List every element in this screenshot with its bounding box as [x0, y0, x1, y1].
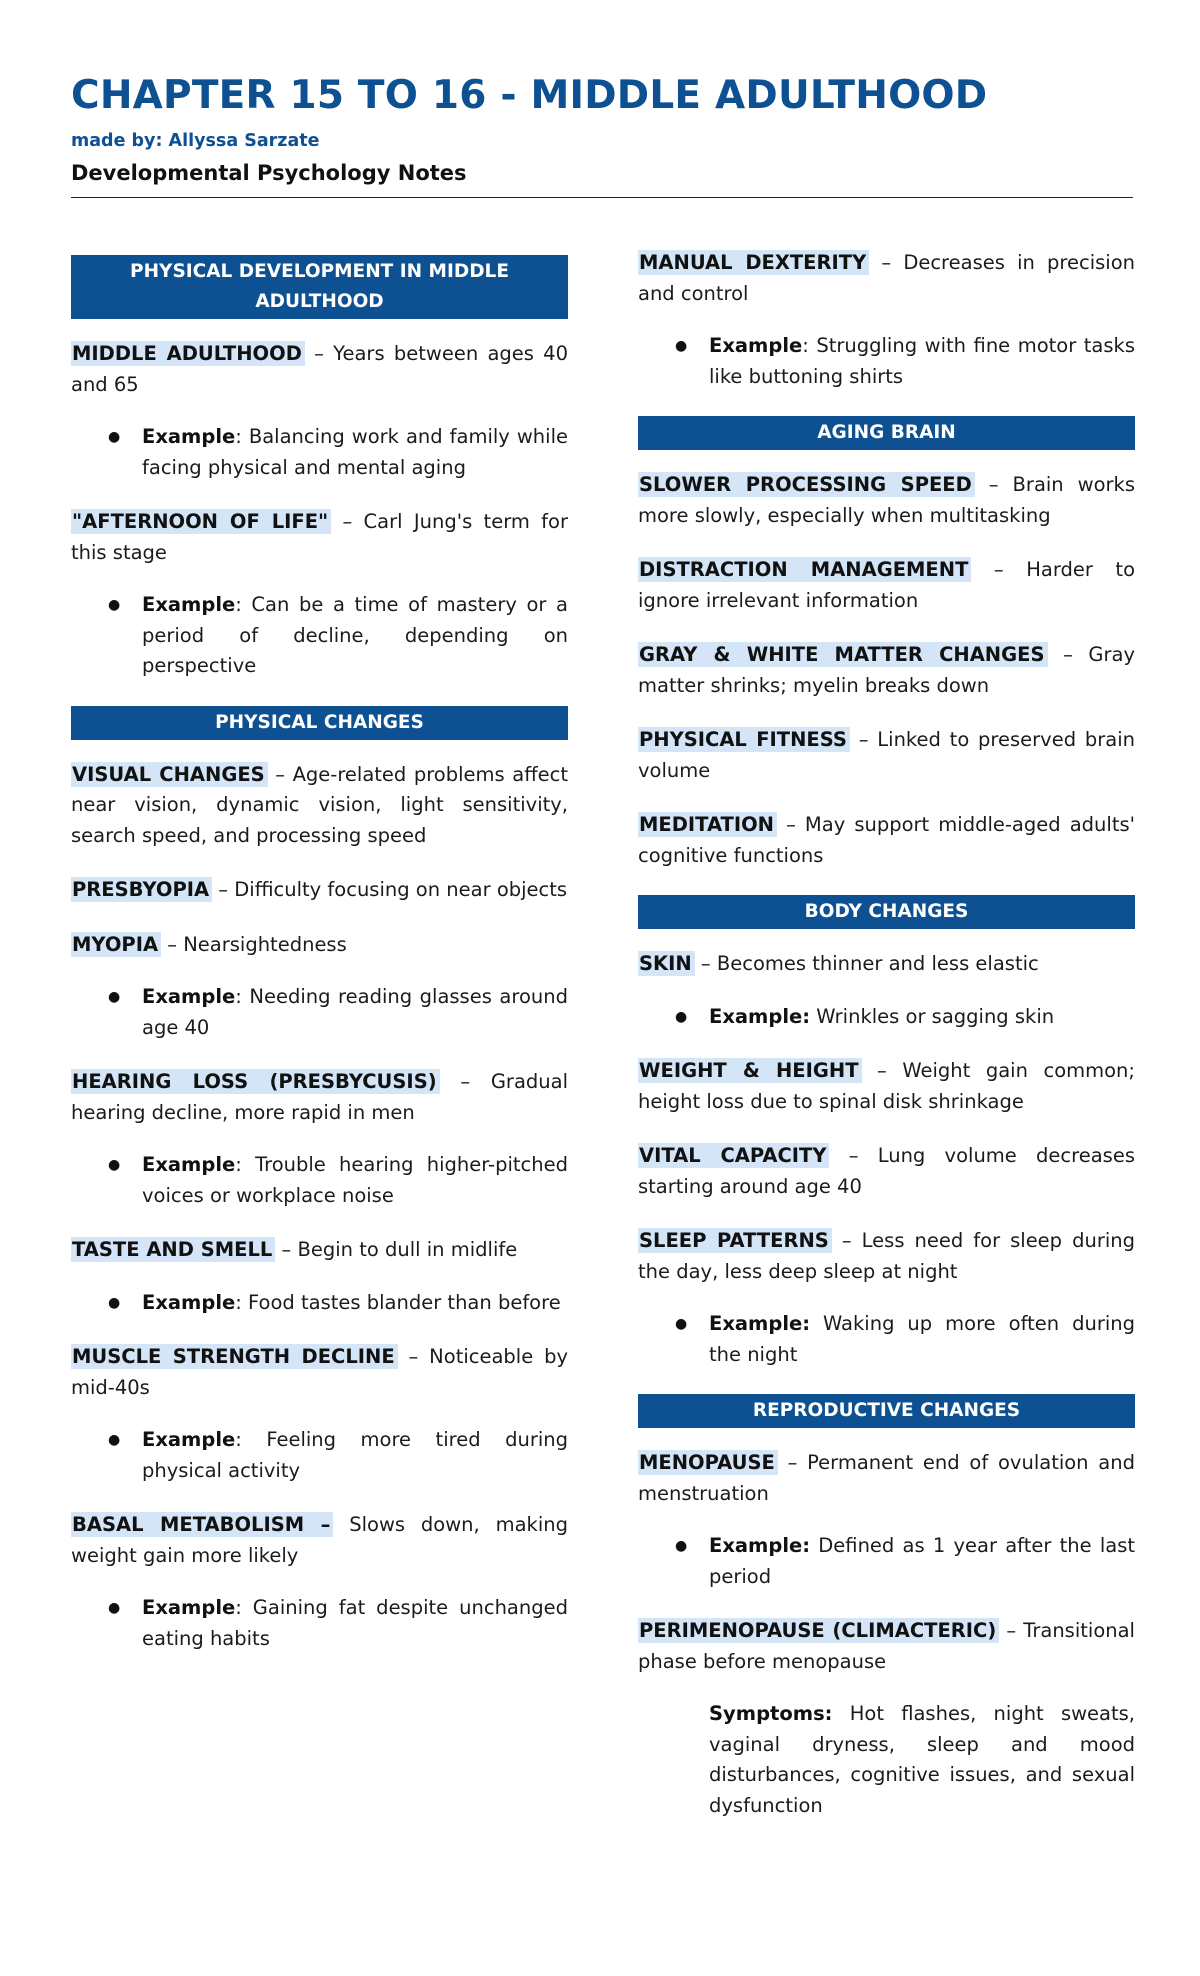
term-entry [71, 760, 568, 852]
term-definition: – Gray matter shrinks; myelin breaks down [638, 643, 1136, 697]
term-definition: – May support middle-aged adults' cognitive functions [638, 813, 1135, 867]
term-definition: – Difficulty focusing on near objects [212, 878, 568, 901]
term-label: WEIGHT & HEIGHT [638, 1058, 862, 1083]
term-entry [71, 1067, 568, 1128]
term-definition: – Nearsightedness [161, 932, 347, 956]
term-definition: Slows down, making weight gain more likely [71, 1513, 568, 1567]
term-definition: – Noticeable by mid-40s [71, 1345, 568, 1399]
section-header: PHYSICAL DEVELOPMENT IN MIDDLE ADULTHOOD [71, 255, 568, 319]
header-divider [71, 197, 1133, 198]
page-subtitle: Developmental Psychology Notes [71, 161, 467, 185]
term-label: SLEEP PATTERNS [638, 1228, 832, 1253]
example-label: Example [142, 1596, 236, 1619]
section-header: PHYSICAL CHANGES [71, 706, 568, 740]
term-definition: – Becomes thinner and less elastic [694, 952, 1039, 975]
symptoms-note [709, 1699, 1135, 1821]
example-bullet [142, 1425, 568, 1486]
term-label: VISUAL CHANGES [71, 762, 268, 787]
example-bullet [142, 1288, 568, 1319]
term-definition: – Brain works more slowly, especially when multitasking [638, 473, 1135, 527]
example-text: Waking up more often during the night [709, 1312, 1135, 1366]
example-bullet [142, 422, 568, 483]
term-entry [71, 1235, 568, 1266]
term-definition: – Harder to ignore irrelevant information [638, 558, 1135, 612]
term-entry [638, 1616, 1135, 1677]
example-text: : Trouble hearing higher-pitched voices or workplace noise [142, 1153, 568, 1207]
term-entry [638, 555, 1135, 616]
page-title: CHAPTER 15 TO 16 - MIDDLE ADULTHOOD [71, 73, 988, 118]
term-definition: – Years between ages 40 and 65 [71, 342, 568, 396]
example-label: Example: [709, 1312, 811, 1335]
example-text: : Needing reading glasses around age 40 [142, 985, 568, 1039]
term-label: MENOPAUSE [638, 1450, 778, 1475]
example-text: Wrinkles or sagging skin [810, 1004, 1055, 1028]
term-label: PHYSICAL FITNESS [638, 727, 850, 752]
example-label: Example [142, 985, 236, 1008]
term-definition: – Weight gain common; height loss due to spinal disk shrinkage [638, 1059, 1135, 1113]
example-bullet [709, 1309, 1135, 1370]
term-label: HEARING LOSS (PRESBYCUSIS) [71, 1069, 440, 1094]
term-entry [71, 1510, 568, 1571]
term-label: TASTE AND SMELL [71, 1237, 275, 1262]
term-label: SLOWER PROCESSING SPEED [638, 472, 975, 497]
term-label: "AFTERNOON OF LIFE" [71, 509, 331, 534]
left-column [71, 255, 568, 1678]
term-entry [71, 339, 568, 400]
example-bullet [142, 1593, 568, 1654]
term-label: MIDDLE ADULTHOOD [71, 341, 305, 366]
term-label: VITAL CAPACITY [638, 1143, 829, 1168]
example-label: Example [709, 334, 803, 357]
example-text: : Gaining fat despite unchanged eating habits [142, 1596, 568, 1650]
example-bullet [142, 590, 568, 682]
example-label: Example [142, 1290, 236, 1314]
example-text: : Can be a time of mastery or a period of decline, depending on perspective [142, 593, 568, 677]
example-text: : Food tastes blander than before [235, 1290, 561, 1314]
example-label: Example [142, 593, 236, 616]
term-entry [638, 1056, 1135, 1117]
term-definition: – Lung volume decreases starting around age 40 [638, 1144, 1135, 1198]
term-entry [638, 640, 1135, 701]
term-definition: – Begin to dull in midlife [275, 1238, 518, 1261]
example-bullet [709, 331, 1135, 392]
symptoms-text: Hot flashes, night sweats, vaginal dryness, sleep and mood disturbances, cognitive issues, and sexual dysfunction [709, 1702, 1135, 1817]
symptoms-label: Symptoms: [709, 1702, 833, 1725]
section-header: REPRODUCTIVE CHANGES [638, 1394, 1135, 1428]
page-header [71, 70, 1133, 188]
term-label: MYOPIA [71, 932, 161, 957]
term-definition: – Linked to preserved brain volume [638, 728, 1135, 782]
section-header: BODY CHANGES [638, 895, 1135, 929]
term-definition: – Transitional phase before menopause [638, 1619, 1135, 1673]
term-entry [638, 949, 1135, 980]
term-entry [71, 1342, 568, 1403]
example-bullet [142, 1150, 568, 1211]
term-label: MANUAL DEXTERITY [638, 250, 869, 275]
section-header: AGING BRAIN [638, 416, 1135, 450]
example-bullet [142, 982, 568, 1043]
term-label: MUSCLE STRENGTH DECLINE [71, 1344, 398, 1369]
term-label: DISTRACTION MANAGEMENT [638, 557, 971, 582]
term-label: MEDITATION [638, 812, 777, 837]
example-label: Example [142, 1428, 236, 1451]
right-column [638, 248, 1135, 1845]
term-entry [638, 248, 1135, 309]
term-entry [638, 1226, 1135, 1287]
example-text: : Feeling more tired during physical activity [142, 1428, 568, 1482]
term-entry [71, 930, 568, 961]
example-bullet [709, 1531, 1135, 1592]
term-entry [638, 470, 1135, 531]
example-label: Example [142, 425, 236, 448]
term-label: BASAL METABOLISM – [71, 1512, 333, 1537]
term-entry [638, 810, 1135, 871]
term-definition: – Gradual hearing decline, more rapid in men [71, 1070, 568, 1124]
term-definition: – Age-related problems affect near vision, dynamic vision, light sensitivity, search speed, and processing speed [71, 762, 568, 847]
term-definition: – Less need for sleep during the day, less deep sleep at night [638, 1229, 1135, 1283]
term-entry [71, 507, 568, 568]
term-label: SKIN [638, 951, 695, 976]
term-label: PERIMENOPAUSE (CLIMACTERIC) [638, 1618, 999, 1643]
example-text: : Struggling with fine motor tasks like buttoning shirts [709, 334, 1135, 388]
example-text: : Balancing work and family while facing physical and mental aging [142, 425, 568, 479]
example-bullet [709, 1002, 1135, 1033]
example-label: Example: [709, 1004, 811, 1028]
term-entry [638, 1141, 1135, 1202]
term-label: PRESBYOPIA [71, 877, 212, 902]
term-entry [71, 875, 568, 906]
example-label: Example: [709, 1534, 811, 1557]
example-text: Defined as 1 year after the last period [709, 1534, 1135, 1588]
term-definition: – Carl Jung's term for this stage [71, 510, 568, 564]
term-entry [638, 1448, 1135, 1509]
example-label: Example [142, 1153, 236, 1176]
term-definition: – Permanent end of ovulation and menstruation [638, 1451, 1135, 1505]
author-line: made by: Allyssa Sarzate [71, 131, 320, 151]
term-entry [638, 725, 1135, 786]
term-label: GRAY & WHITE MATTER CHANGES [638, 642, 1048, 667]
term-definition: – Decreases in precision and control [638, 251, 1136, 305]
